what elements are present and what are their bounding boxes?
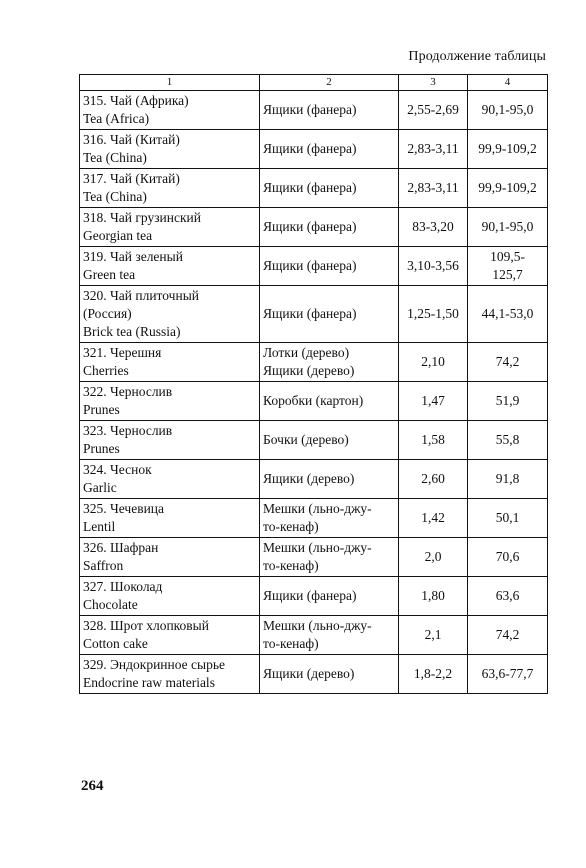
product-name-cell <box>80 208 260 247</box>
product-name-ru: (Россия) <box>83 306 132 321</box>
table-row <box>80 169 548 208</box>
table-row <box>80 382 548 421</box>
product-name-ru: 322. Чернослив <box>83 384 173 399</box>
column-header-2: 2 <box>260 75 399 91</box>
value-col3-cell: 1,8-2,2 <box>399 655 468 694</box>
product-name-en: Saffron <box>83 558 124 573</box>
value-col4-text: 63,6 <box>495 588 520 603</box>
product-name-cell <box>80 91 260 130</box>
column-header-1: 1 <box>80 75 260 91</box>
product-name-ru: 317. Чай (Китай) <box>83 171 180 186</box>
value-col3-cell: 2,0 <box>399 538 468 577</box>
value-col4-cell <box>468 130 548 169</box>
value-col3-cell: 2,60 <box>399 460 468 499</box>
table-row <box>80 577 548 616</box>
product-name-en: Garlic <box>83 480 117 495</box>
value-col3-cell: 1,47 <box>399 382 468 421</box>
product-name-ru: 326. Шафран <box>83 540 159 555</box>
column-header-4: 4 <box>468 75 548 91</box>
value-col4-cell <box>468 343 548 382</box>
value-col4-text: 91,8 <box>495 471 520 486</box>
packaging-text: Ящики (дерево) <box>263 471 355 486</box>
value-col4-cell <box>468 655 548 694</box>
packaging-cell <box>260 91 399 130</box>
value-col3-cell: 3,10-3,56 <box>399 247 468 286</box>
product-name-ru: 328. Шрот хлопковый <box>83 618 209 633</box>
packaging-cell <box>260 208 399 247</box>
value-col4-text: 51,9 <box>495 393 520 408</box>
packaging-text: то-кенаф) <box>263 519 319 534</box>
value-col3-cell: 2,83-3,11 <box>399 169 468 208</box>
product-name-ru: 319. Чай зеленый <box>83 249 183 264</box>
value-col3-cell: 1,25-1,50 <box>399 286 468 343</box>
packaging-cell <box>260 169 399 208</box>
value-col3-cell: 1,80 <box>399 577 468 616</box>
value-col4-text: 50,1 <box>495 510 520 525</box>
value-col4-cell <box>468 577 548 616</box>
packaging-cell <box>260 460 399 499</box>
product-name-cell <box>80 538 260 577</box>
product-name-cell <box>80 616 260 655</box>
packaging-text: Ящики (фанера) <box>263 258 357 273</box>
value-col4-cell <box>468 499 548 538</box>
packaging-cell <box>260 247 399 286</box>
table-row <box>80 616 548 655</box>
value-col4-cell <box>468 421 548 460</box>
table-row <box>80 247 548 286</box>
product-name-en: Tea (China) <box>83 150 147 165</box>
product-name-en: Green tea <box>83 267 136 282</box>
packaging-cell <box>260 499 399 538</box>
packaging-text: то-кенаф) <box>263 636 319 651</box>
product-name-cell <box>80 247 260 286</box>
packaging-text: Мешки (льно-джу- <box>263 540 372 555</box>
value-col4-cell <box>468 247 548 286</box>
value-col4-text: 99,9-109,2 <box>478 180 537 195</box>
product-name-en: Chocolate <box>83 597 138 612</box>
packaging-text: Ящики (фанера) <box>263 219 357 234</box>
packaging-cell <box>260 616 399 655</box>
packaging-cell <box>260 577 399 616</box>
product-name-ru: 323. Чернослив <box>83 423 173 438</box>
product-name-en: Cotton cake <box>83 636 148 651</box>
product-name-cell <box>80 499 260 538</box>
product-name-cell <box>80 421 260 460</box>
product-name-cell <box>80 460 260 499</box>
table-row <box>80 421 548 460</box>
value-col4-cell <box>468 169 548 208</box>
product-name-cell <box>80 577 260 616</box>
table-row <box>80 286 548 343</box>
value-col3-cell: 83-3,20 <box>399 208 468 247</box>
packaging-text: Ящики (дерево) <box>263 363 355 378</box>
product-name-en: Cherries <box>83 363 129 378</box>
value-col3-cell: 2,1 <box>399 616 468 655</box>
product-name-cell <box>80 130 260 169</box>
value-col4-cell <box>468 616 548 655</box>
packaging-text: Ящики (фанера) <box>263 102 357 117</box>
product-name-en: Tea (China) <box>83 189 147 204</box>
value-col4-text: 70,6 <box>495 549 520 564</box>
value-col3-cell: 1,42 <box>399 499 468 538</box>
product-name-cell <box>80 343 260 382</box>
product-name-cell <box>80 286 260 343</box>
value-col4-text: 125,7 <box>492 267 523 282</box>
product-name-ru: 321. Черешня <box>83 345 162 360</box>
value-col4-text: 55,8 <box>495 432 520 447</box>
packaging-text: Ящики (дерево) <box>263 666 355 681</box>
value-col3-cell: 2,83-3,11 <box>399 130 468 169</box>
packaging-text: Мешки (льно-джу- <box>263 618 372 633</box>
value-col3-cell: 1,58 <box>399 421 468 460</box>
product-name-ru: 325. Чечевица <box>83 501 165 516</box>
value-col4-text: 99,9-109,2 <box>478 141 537 156</box>
product-name-ru: 315. Чай (Африка) <box>83 93 189 108</box>
packaging-cell <box>260 655 399 694</box>
packaging-text: Ящики (фанера) <box>263 141 357 156</box>
product-name-cell <box>80 655 260 694</box>
product-name-ru: 316. Чай (Китай) <box>83 132 180 147</box>
product-name-en: Brick tea (Russia) <box>83 324 181 339</box>
product-name-en: Endocrine raw materials <box>83 675 215 690</box>
packaging-text: Ящики (фанера) <box>263 180 357 195</box>
value-col3-cell: 2,10 <box>399 343 468 382</box>
product-name-ru: 329. Эндокринное сырье <box>83 657 225 672</box>
product-name-en: Georgian tea <box>83 228 153 243</box>
value-col4-text: 44,1-53,0 <box>481 306 534 321</box>
data-table <box>79 74 548 694</box>
product-name-cell <box>80 169 260 208</box>
packaging-text: Мешки (льно-джу- <box>263 501 372 516</box>
packaging-cell <box>260 382 399 421</box>
value-col4-cell <box>468 286 548 343</box>
packaging-text: Коробки (картон) <box>263 393 364 408</box>
product-name-ru: 320. Чай плиточный <box>83 288 199 303</box>
packaging-cell <box>260 286 399 343</box>
value-col4-text: 74,2 <box>495 627 520 642</box>
table-row <box>80 91 548 130</box>
packaging-text: Лотки (дерево) <box>263 345 350 360</box>
table-row <box>80 460 548 499</box>
value-col4-cell <box>468 538 548 577</box>
packaging-cell <box>260 538 399 577</box>
product-name-en: Lentil <box>83 519 116 534</box>
packaging-text: Ящики (фанера) <box>263 306 357 321</box>
table-row <box>80 538 548 577</box>
product-name-ru: 327. Шоколад <box>83 579 163 594</box>
product-name-en: Prunes <box>83 402 120 417</box>
table-row <box>80 208 548 247</box>
page-number: 264 <box>81 778 104 794</box>
table-row <box>80 499 548 538</box>
value-col4-cell <box>468 382 548 421</box>
column-header-3: 3 <box>399 75 468 91</box>
value-col3-cell: 2,55-2,69 <box>399 91 468 130</box>
value-col4-text: 90,1-95,0 <box>481 102 534 117</box>
packaging-cell <box>260 343 399 382</box>
value-col4-cell <box>468 208 548 247</box>
product-name-en: Prunes <box>83 441 120 456</box>
packaging-cell <box>260 421 399 460</box>
value-col4-text: 74,2 <box>495 354 520 369</box>
table-row <box>80 343 548 382</box>
table-row <box>80 655 548 694</box>
value-col4-text: 90,1-95,0 <box>481 219 534 234</box>
packaging-text: то-кенаф) <box>263 558 319 573</box>
product-name-ru: 318. Чай грузинский <box>83 210 202 225</box>
product-name-en: Tea (Africa) <box>83 111 150 126</box>
product-name-cell <box>80 382 260 421</box>
table-continuation-caption: Продолжение таблицы <box>408 49 546 64</box>
value-col4-cell <box>468 460 548 499</box>
value-col4-cell <box>468 91 548 130</box>
value-col4-text: 109,5- <box>490 249 525 264</box>
packaging-text: Бочки (дерево) <box>263 432 349 447</box>
table-row <box>80 130 548 169</box>
packaging-text: Ящики (фанера) <box>263 588 357 603</box>
table-header-row <box>80 75 548 91</box>
product-name-ru: 324. Чеснок <box>83 462 152 477</box>
value-col4-text: 63,6-77,7 <box>481 666 534 681</box>
packaging-cell <box>260 130 399 169</box>
